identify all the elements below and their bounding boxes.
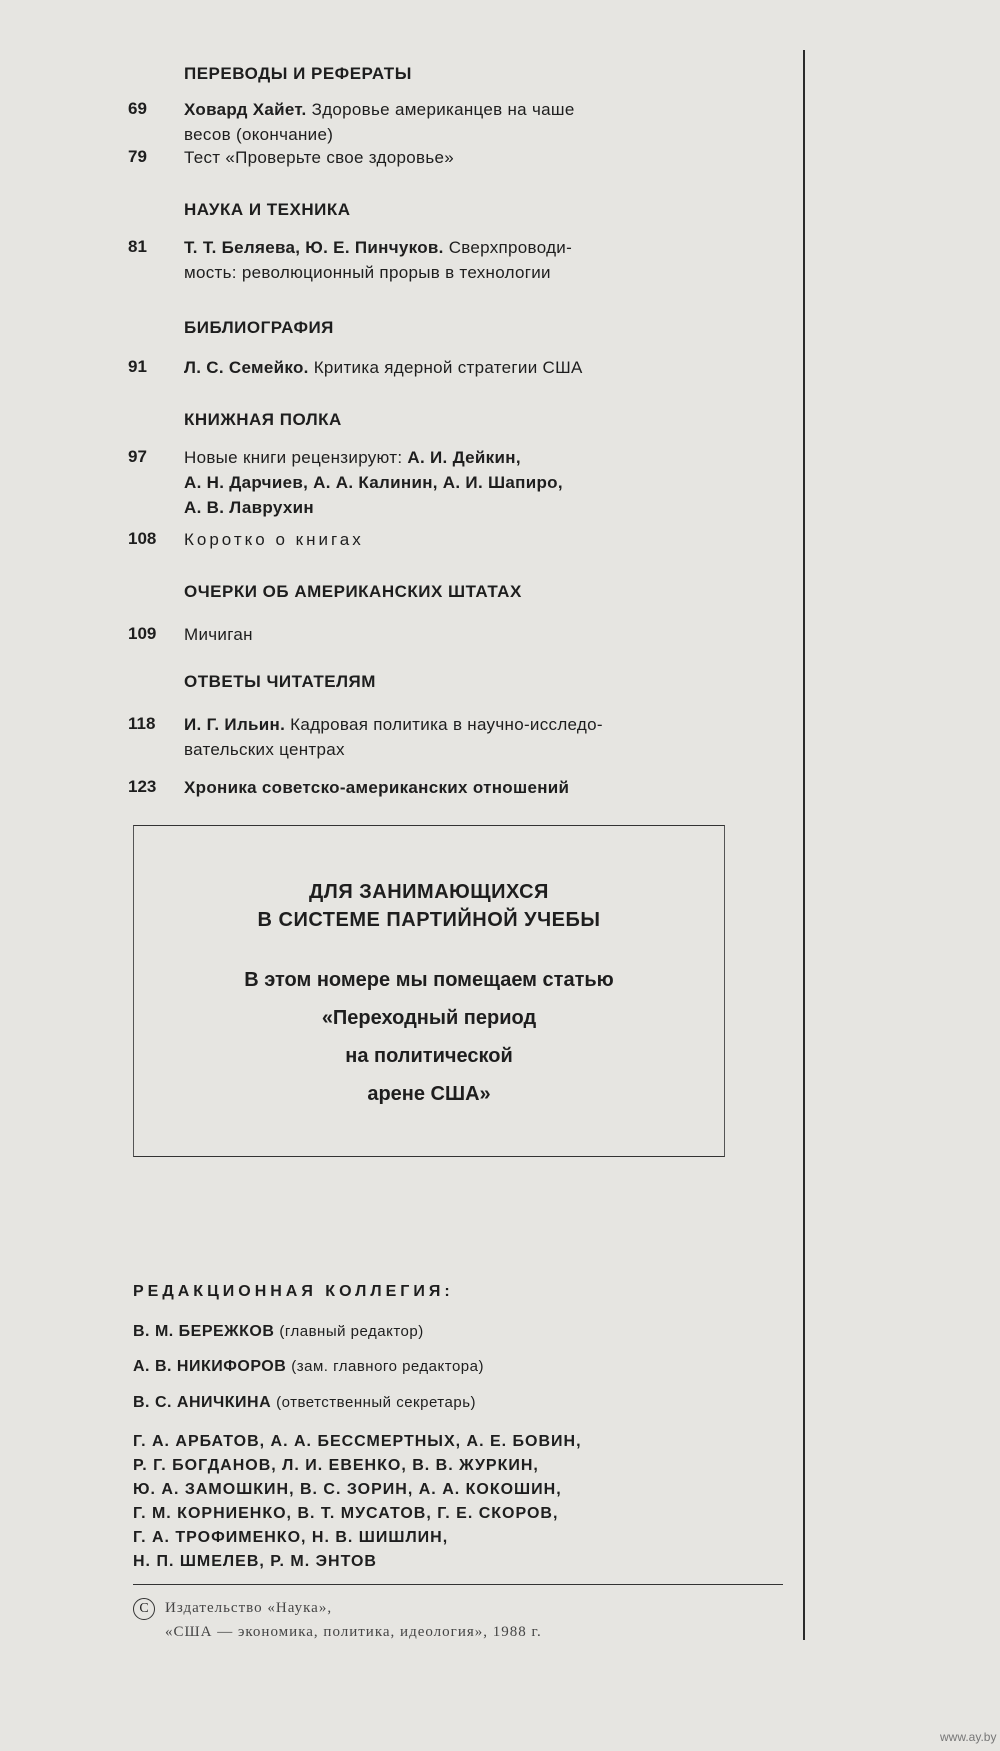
toc-entry[interactable] (128, 355, 708, 380)
journal-line: «США — экономика, политика, идеология», 1988 г. (165, 1624, 542, 1640)
page-number: 97 (128, 447, 147, 466)
vertical-rule (803, 50, 805, 1640)
entry-lead: Новые книги рецензируют: (184, 448, 403, 467)
members-line: Г. М. КОРНИЕНКО, В. Т. МУСАТОВ, Г. Е. СКОРОВ, (133, 1505, 559, 1522)
members-line: Г. А. ТРОФИМЕНКО, Н. В. ШИШЛИН, (133, 1529, 449, 1546)
section-heading-states: ОЧЕРКИ ОБ АМЕРИКАНСКИХ ШТАТАХ (184, 582, 522, 601)
editor-line (133, 1358, 484, 1376)
members-line: Р. Г. БОГДАНОВ, Л. И. ЕВЕНКО, В. В. ЖУРКИН, (133, 1457, 539, 1474)
members-line: Ю. А. ЗАМОШКИН, В. С. ЗОРИН, А. А. КОКОШИН, (133, 1481, 562, 1498)
section-heading-answers: ОТВЕТЫ ЧИТАТЕЛЯМ (184, 672, 376, 691)
page-number: 123 (128, 777, 157, 796)
notice-body: арене США» (367, 1083, 491, 1105)
members-line: Н. П. ШМЕЛЕВ, Р. М. ЭНТОВ (133, 1553, 377, 1570)
entry-reviewers: А. Н. Дарчиев, А. А. Калинин, А. И. Шапиро, (184, 473, 563, 492)
entry-title: Тест «Проверьте свое здоровье» (184, 148, 455, 167)
entry-title: Коротко о книгах (184, 530, 364, 549)
entry-reviewers: А. В. Лаврухин (184, 498, 314, 517)
entry-title: Хроника советско-американских отношений (184, 778, 570, 797)
notice-body: В этом номере мы помещаем статью (244, 969, 614, 991)
editorial-board-heading: РЕДАКЦИОННАЯ КОЛЛЕГИЯ: (133, 1283, 454, 1300)
board-members (133, 1430, 582, 1574)
watermark: www.ay.by (940, 1730, 997, 1744)
entry-author: И. Г. Ильин. (184, 715, 286, 734)
page-number: 118 (128, 714, 156, 733)
entry-title: Мичиган (184, 625, 253, 644)
entry-author: Л. С. Семейко. (184, 358, 309, 377)
notice-title: ДЛЯ ЗАНИМАЮЩИХСЯ (309, 881, 549, 903)
entry-title-cont: вательских центрах (184, 740, 345, 759)
page-number: 79 (128, 147, 147, 166)
section-heading-bookshelf: КНИЖНАЯ ПОЛКА (184, 410, 342, 429)
page-number: 109 (128, 624, 157, 643)
entry-title: Здоровье американцев на чаше (311, 100, 575, 119)
notice-title: В СИСТЕМЕ ПАРТИЙНОЙ УЧЕБЫ (257, 909, 601, 931)
toc-entry[interactable] (128, 235, 708, 285)
toc-entry[interactable] (128, 145, 708, 170)
members-line: Г. А. АРБАТОВ, А. А. БЕССМЕРТНЫХ, А. Е. БОВИН, (133, 1433, 582, 1450)
copyright-icon: C (133, 1598, 155, 1620)
entry-title-cont: весов (окончание) (184, 125, 334, 144)
entry-title: Кадровая политика в научно-исследо- (290, 715, 603, 734)
section-heading-translations: ПЕРЕВОДЫ И РЕФЕРАТЫ (184, 64, 412, 83)
editor-name: А. В. НИКИФОРОВ (133, 1358, 287, 1375)
page-number: 69 (128, 99, 147, 118)
section-heading-science: НАУКА И ТЕХНИКА (184, 200, 351, 219)
editor-role: (зам. главного редактора) (291, 1358, 484, 1375)
section-heading-bibliography: БИБЛИОГРАФИЯ (184, 318, 334, 337)
editor-line (133, 1394, 476, 1412)
toc-entry[interactable] (128, 527, 708, 552)
toc-entry[interactable] (128, 775, 708, 800)
editor-line (133, 1323, 424, 1341)
footer-rule (133, 1584, 783, 1585)
page-number: 81 (128, 237, 147, 256)
entry-title: Сверхпроводи- (448, 238, 573, 257)
editor-role: (главный редактор) (279, 1323, 424, 1340)
page-number: 91 (128, 357, 147, 376)
entry-title-cont: мость: революционный прорыв в технологии (184, 263, 551, 282)
toc-entry[interactable] (128, 712, 708, 762)
toc-entry[interactable] (128, 445, 708, 520)
entry-title: Критика ядерной стратегии США (313, 358, 583, 377)
editor-name: В. М. БЕРЕЖКОВ (133, 1323, 275, 1340)
party-study-notice-box (133, 825, 725, 1157)
editor-role: (ответственный секретарь) (276, 1394, 476, 1411)
entry-author: Ховард Хайет. (184, 100, 307, 119)
notice-body: «Переходный период (321, 1007, 537, 1029)
entry-reviewers: А. И. Дейкин, (407, 448, 521, 467)
toc-entry[interactable] (128, 97, 708, 147)
page-number: 108 (128, 529, 157, 548)
notice-body: на политической (345, 1045, 513, 1067)
editor-name: В. С. АНИЧКИНА (133, 1394, 272, 1411)
entry-author: Т. Т. Беляева, Ю. Е. Пинчуков. (184, 238, 444, 257)
toc-entry[interactable] (128, 622, 708, 647)
publisher-line: Издательство «Наука», (165, 1600, 333, 1616)
